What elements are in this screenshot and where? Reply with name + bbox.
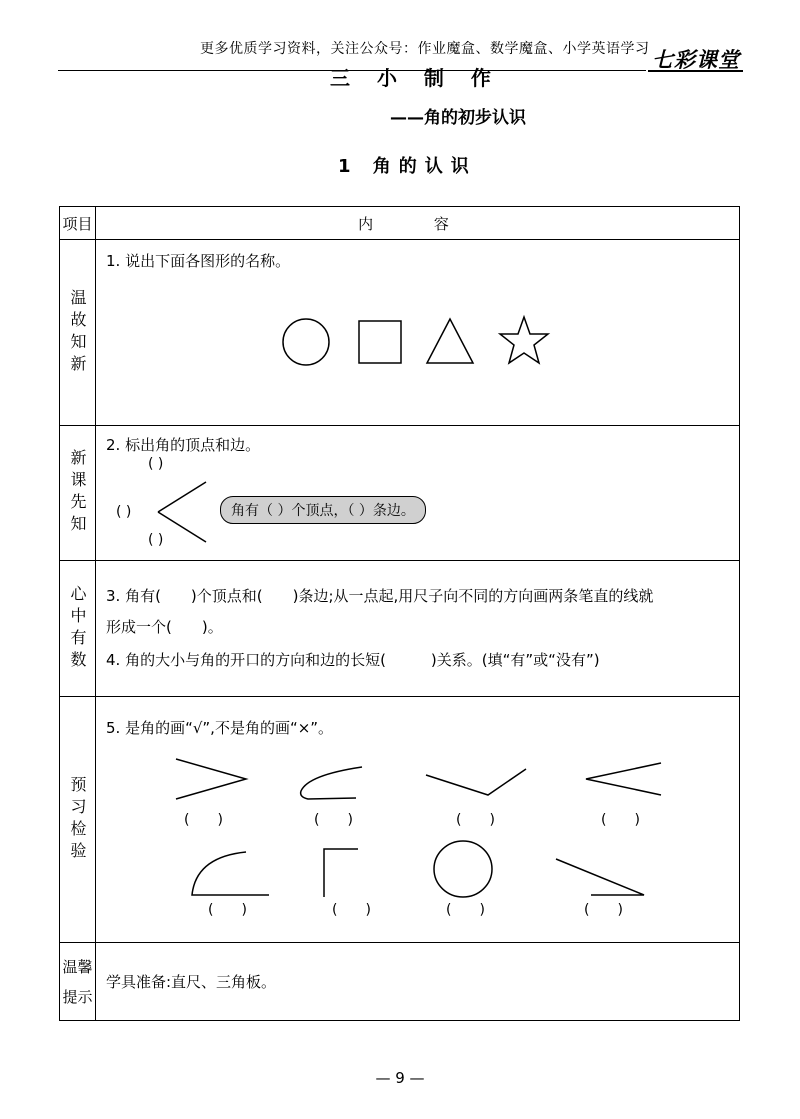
- hint-bubble: 角有（ ）个顶点，（ ）条边。: [220, 496, 426, 524]
- row-content-tip: [96, 943, 739, 1020]
- row-label-mind: 心中有数: [68, 584, 87, 673]
- question-2: 2. 标出角的顶点和边。: [106, 436, 261, 454]
- square-icon: [359, 321, 401, 363]
- table-row-mind: [60, 560, 739, 696]
- triangle-icon: [427, 319, 473, 363]
- question-3-line1: 3. 角有( )个顶点和( )条边;从一点起,用尺子向不同的方向画两条笔直的线就: [106, 587, 654, 605]
- question-1: 1. 说出下面各图形的名称。: [106, 252, 291, 270]
- row-content-preview: [96, 426, 739, 560]
- header-content-label: 内 容: [358, 214, 477, 233]
- angle-side-lower: [158, 512, 206, 542]
- figure-1: [176, 759, 246, 799]
- figure-6: [324, 849, 358, 897]
- unit-subtitle: ——角的初步认识: [390, 108, 526, 128]
- figure-4: [586, 763, 661, 795]
- figure-7: [434, 841, 492, 897]
- header-item-label: 项目: [62, 214, 93, 233]
- paren-vertex: ( ): [116, 504, 132, 520]
- row-label-cell: [60, 697, 96, 942]
- angle-side-upper: [158, 482, 206, 512]
- table-row-review: [60, 239, 739, 425]
- shapes-group: [276, 312, 566, 372]
- paren-top: ( ): [148, 456, 164, 472]
- figures-group: [96, 747, 736, 927]
- answer-blank-3[interactable]: ( ): [456, 812, 495, 828]
- answer-blank-1[interactable]: ( ): [184, 812, 223, 828]
- brand-underline: [648, 70, 743, 72]
- lesson-title: 1 角的认识: [338, 156, 477, 177]
- row-content-check: [96, 697, 739, 942]
- row-label-check: 预习检验: [68, 775, 87, 864]
- row-label-cell: [60, 561, 96, 696]
- figure-2: [301, 767, 362, 799]
- answer-blank-6[interactable]: ( ): [332, 902, 371, 918]
- table-row-tip: [60, 942, 739, 1020]
- answer-blank-4[interactable]: ( ): [601, 812, 640, 828]
- circle-icon: [283, 319, 329, 365]
- row-label-cell: [60, 240, 96, 425]
- row-label-review: 温故知新: [68, 288, 87, 377]
- answer-blank-8[interactable]: ( ): [584, 902, 623, 918]
- figure-5: [192, 852, 269, 895]
- answer-blank-5[interactable]: ( ): [208, 902, 247, 918]
- answer-blank-7[interactable]: ( ): [446, 902, 485, 918]
- question-3-line2: 形成一个( )。: [106, 618, 223, 636]
- answer-blank-2[interactable]: ( ): [314, 812, 353, 828]
- star-icon: [500, 317, 548, 363]
- figure-8: [556, 859, 644, 895]
- row-label-cell: [60, 426, 96, 560]
- paren-bottom: ( ): [148, 532, 164, 548]
- unit-title: 三 小 制 作: [330, 66, 501, 90]
- header-content-cell: [96, 207, 739, 239]
- row-label-preview: 新课先知: [68, 449, 87, 537]
- table-header-row: [60, 207, 739, 239]
- table-row-preview: [60, 425, 739, 560]
- row-content-review: [96, 240, 739, 425]
- question-4: 4. 角的大小与角的开口的方向和边的长短( )关系。(填“有”或“没有”): [106, 651, 600, 669]
- figure-3: [426, 769, 526, 795]
- row-label-cell: [60, 943, 96, 1020]
- row-label-tip: 温馨提示: [62, 957, 93, 1006]
- promo-text: 更多优质学习资料，关注公众号：作业魔盒、数学魔盒、小学英语学习: [200, 41, 650, 57]
- table-row-check: [60, 696, 739, 942]
- lesson-table: [59, 206, 740, 1021]
- tip-text: 学具准备:直尺、三角板。: [106, 973, 277, 991]
- page-number: — 9 —: [375, 1069, 425, 1087]
- row-content-mind: [96, 561, 739, 696]
- question-5: 5. 是角的画“√”,不是角的画“×”。: [106, 719, 334, 737]
- brand-logo: 七彩课堂: [652, 47, 740, 72]
- header-item-cell: [60, 207, 96, 239]
